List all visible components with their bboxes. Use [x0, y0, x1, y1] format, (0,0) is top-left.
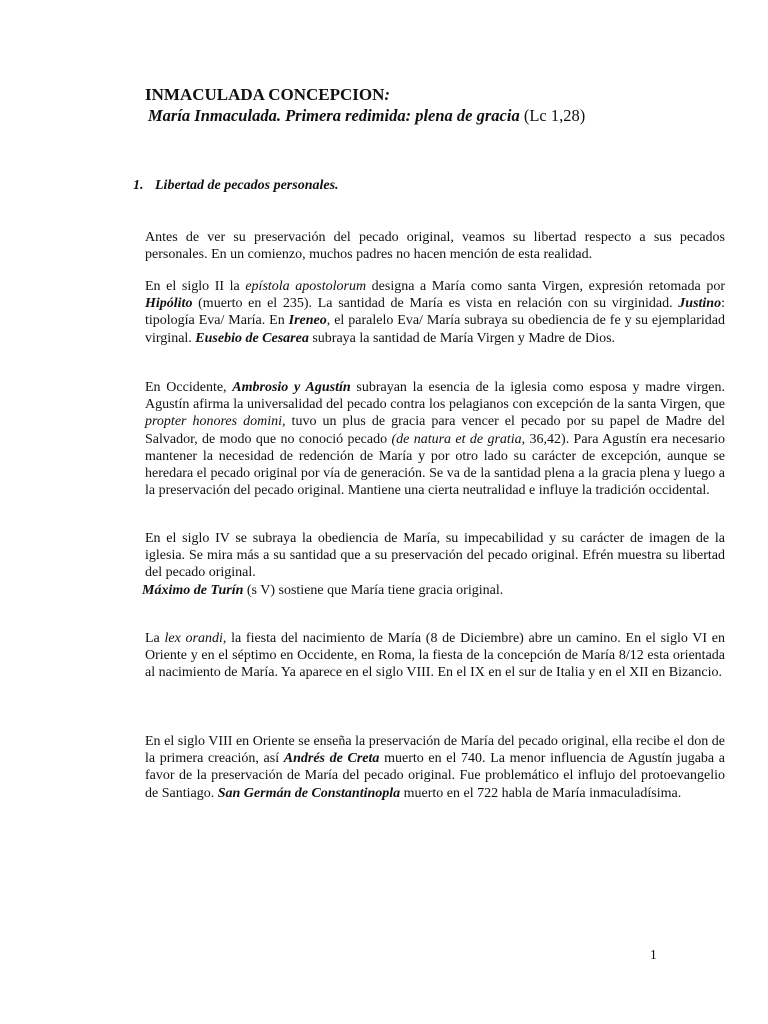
- paragraph-5: La lex orandi, la fiesta del nacimiento de María (8 de Diciembre) abre un camino. En el siglo VI en Oriente y en el séptimo en Occidente, en Roma, la fiesta de la concepción de María 8/12 esta orientada al nacimiento de María. Ya aparece en el siglo VIII. En el IX en el sur de Italia y en el XII en Bizancio.: [145, 631, 726, 681]
- paragraph-2: En el siglo II la epístola apostolorum designa a María como santa Virgen, expresión retomada por Hipólito (muerto en el 235). La santidad de María es vista en relación con su virginidad. Justino: tipología Eva/ María. En Ireneo, el paralelo Eva/ María subraya su obediencia de fe y su ejemplaridad virginal. Eusebio de Cesarea subraya la santidad de María Virgen y Madre de Dios.: [145, 279, 726, 346]
- page-number: 1: [650, 947, 657, 962]
- document-subtitle: María Inmaculada. Primera redimida: plena de gracia (Lc 1,28): [148, 106, 586, 125]
- section-title: Libertad de pecados personales.: [155, 178, 339, 193]
- paragraph-1: Antes de ver su preservación del pecado original, veamos su libertad respecto a sus pecados personales. En un comienzo, muchos padres no hacen mención de esta realidad.: [145, 230, 725, 263]
- paragraph-6: En el siglo VIII en Oriente se enseña la preservación de María del pecado original, ella recibe el don de la primera creación, así Andrés de Creta muerto en el 740. La menor influencia de Agustín jugaba a favor de la preservación de María del pecado original. Fue problemático el influjo del protoevangelio de Santiago. San Germán de Constantinopla muerto en el 722 habla de María inmaculadísima.: [145, 734, 725, 801]
- document-title: INMACULADA CONCEPCION:: [145, 85, 391, 104]
- paragraph-4: En el siglo IV se subraya la obediencia de María, su impecabilidad y su carácter de imagen de la iglesia. Se mira más a su santidad que a su preservación del pecado original. Efrén muestra su libertad del pecado original. Máximo de Turín (s V) sostiene que María tiene gracia original.: [142, 531, 725, 598]
- section-heading: [133, 178, 339, 194]
- section-number: 1.: [133, 178, 144, 193]
- title-block: [145, 84, 705, 126]
- paragraph-3: En Occidente, Ambrosio y Agustín subrayan la esencia de la iglesia como esposa y madre virgen. Agustín afirma la universalidad del pecado contra los pelagianos con excepción de la santa Virgen, que propter honores domini, tuvo un plus de gracia para vencer el pecado por su papel de Madre del Salvador, de modo que no conoció pecado (de natura et de gratia, 36,42). Para Agustín era necesario mantener la necesidad de redención de María y por otro lado su carácter de excepción, aunque se heredara el pecado original por vía de generación. Se va de la santidad plena a la gracia plena y luego a la preservación del pecado original. Mantiene una cierta neutralidad e influye la tradición occidental.: [145, 380, 726, 499]
